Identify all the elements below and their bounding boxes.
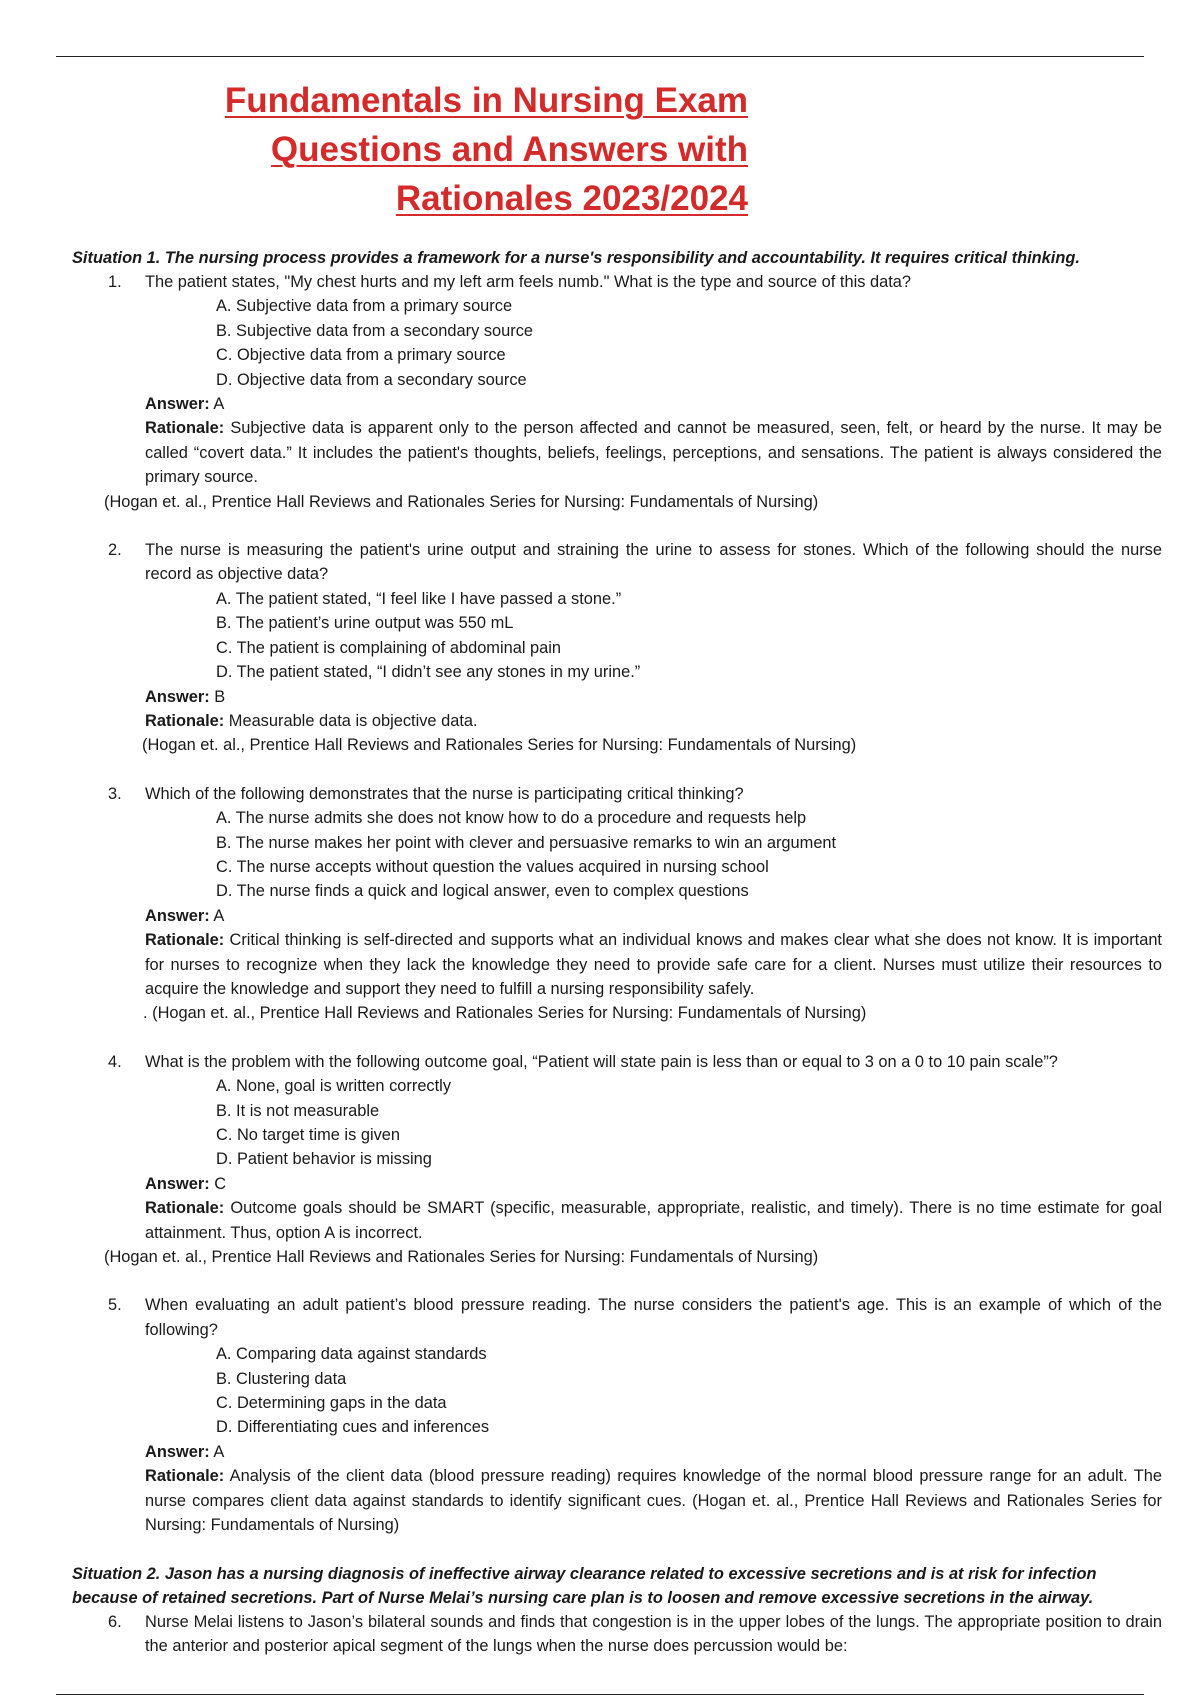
answer-value: A [213, 395, 225, 414]
answer-label: Answer: [145, 395, 210, 414]
reference-4: (Hogan et. al., Prentice Hall Reviews and Rationales Series for Nursing: Fundamentals of Nursing) [104, 1248, 819, 1267]
choice-list [145, 1342, 1162, 1440]
document-body [72, 246, 1162, 1658]
choice-d: D. Patient behavior is missing [216, 1150, 432, 1169]
rationale-label: Rationale: [145, 711, 225, 730]
answer-value: B [214, 687, 226, 706]
choice-d: D. The patient stated, “I didn’t see any stones in my urine.” [216, 663, 641, 682]
question-5 [72, 1293, 1162, 1537]
question-3 [72, 782, 1162, 1026]
question-stem: The patient states, "My chest hurts and my left arm feels numb." What is the type and source of this data? [145, 273, 911, 291]
choice-c: C. No target time is given [216, 1126, 401, 1144]
question-2 [72, 538, 1162, 733]
choice-a: A. The nurse admits she does not know how to do a procedure and requests help [216, 809, 807, 828]
choice-list [145, 587, 1162, 685]
reference-1: (Hogan et. al., Prentice Hall Reviews and Rationales Series for Nursing: Fundamentals of Nursing) [104, 492, 819, 511]
situation-2-heading: Situation 2. Jason has a nursing diagnosis of ineffective airway clearance related to excessive secretions and is at risk for infection because of retained secretions. Part of Nurse Melai’s nursing care plan is to loosen and remove excessive secretions in the airway. [72, 1564, 1097, 1607]
choice-d: D. Differentiating cues and inferences [216, 1418, 490, 1437]
question-stem: Nurse Melai listens to Jason’s bilateral sounds and finds that congestion is in the upper lobes of the lungs. The appropriate position to drain the anterior and posterior apical segment of the lungs when the nurse does percussion would be: [145, 1612, 1162, 1655]
choice-list [145, 294, 1162, 392]
situation-1-heading: Situation 1. The nursing process provides a framework for a nurse's responsibility and accountability. It requires critical thinking. [72, 249, 1080, 267]
spacer [72, 1538, 1162, 1562]
question-number: 5. [108, 1296, 122, 1315]
choice-b: B. It is not measurable [216, 1101, 380, 1120]
choice-c: C. The patient is complaining of abdominal pain [216, 638, 562, 657]
answer-value: A [213, 1442, 225, 1461]
rationale-label: Rationale: [145, 931, 225, 950]
question-number: 6. [108, 1612, 122, 1631]
rationale-text: Measurable data is objective data. [228, 711, 478, 730]
choice-d: D. The nurse finds a quick and logical answer, even to complex questions [216, 882, 749, 901]
choice-b: B. The patient’s urine output was 550 mL [216, 614, 514, 633]
rationale-text: Outcome goals should be SMART (specific, measurable, appropriate, realistic, and timely). There is no time estimate for goal attainment. Thus, option A is incorrect. [145, 1199, 1162, 1242]
answer-label: Answer: [145, 906, 210, 925]
answer-label: Answer: [145, 1442, 210, 1461]
rationale [145, 928, 1162, 1001]
reference-3: . (Hogan et. al., Prentice Hall Reviews and Rationales Series for Nursing: Fundamentals of Nursing) [143, 1004, 867, 1023]
answer-label: Answer: [145, 687, 210, 706]
bottom-rule [56, 1694, 1144, 1695]
choice-a: A. Subjective data from a primary source [216, 297, 513, 316]
rationale [145, 416, 1162, 489]
choice-b: B. Subjective data from a secondary source [216, 321, 534, 340]
choice-c: C. Determining gaps in the data [216, 1394, 447, 1413]
choice-list [145, 806, 1162, 904]
question-stem: Which of the following demonstrates that the nurse is participating critical thinking? [145, 784, 744, 803]
answer-value: A [213, 906, 225, 925]
choice-a: A. None, goal is written correctly [216, 1077, 452, 1096]
answer-line [145, 392, 1162, 416]
reference-2: (Hogan et. al., Prentice Hall Reviews and Rationales Series for Nursing: Fundamentals of Nursing) [142, 736, 857, 755]
question-number: 4. [108, 1052, 122, 1071]
question-stem: What is the problem with the following outcome goal, “Patient will state pain is less than or equal to 3 on a 0 to 10 pain scale”? [145, 1052, 1058, 1071]
question-4 [72, 1050, 1162, 1245]
answer-value: C [214, 1174, 227, 1193]
choice-d: D. Objective data from a secondary source [216, 370, 527, 389]
choice-list [145, 1074, 1162, 1172]
question-number: 3. [108, 784, 122, 803]
rationale [145, 1196, 1162, 1245]
rationale-label: Rationale: [145, 419, 225, 438]
title-line-3: Rationales 2023/2024 [395, 179, 748, 218]
choice-c: C. Objective data from a primary source [216, 346, 506, 365]
top-rule [56, 56, 1144, 57]
choice-b: B. The nurse makes her point with clever and persuasive remarks to win an argument [216, 833, 837, 852]
choice-c: C. The nurse accepts without question the values acquired in nursing school [216, 857, 769, 876]
title-line-1: Fundamentals in Nursing Exam [224, 81, 748, 120]
rationale [145, 709, 1162, 733]
answer-line [145, 904, 1162, 928]
question-1 [72, 270, 1162, 490]
rationale [145, 1464, 1162, 1537]
answer-line [145, 1440, 1162, 1464]
answer-line [145, 1172, 1162, 1196]
rationale-text: Analysis of the client data (blood pressure reading) requires knowledge of the normal blood pressure range for an adult. The nurse compares client data against standards to identify significant cues. (Hogan et. al., Prentice Hall Reviews and Rationales Series for Nursing: Fundamentals of Nursing) [145, 1467, 1162, 1535]
choice-a: A. The patient stated, “I feel like I have passed a stone.” [216, 589, 622, 608]
rationale-label: Rationale: [145, 1199, 225, 1218]
question-6 [72, 1610, 1162, 1659]
question-number: 1. [108, 273, 122, 291]
rationale-text: Critical thinking is self-directed and supports what an individual knows and makes clear what she does not know. It is important for nurses to recognize when they lack the knowledge they need to provide safe care for a client. Nurses must utilize their resources to acquire the knowledge and support they need to fulfill a nursing responsibility safely. [145, 931, 1162, 998]
question-stem: When evaluating an adult patient’s blood pressure reading. The nurse considers the patient's age. This is an example of which of the following? [145, 1296, 1162, 1339]
choice-b: B. Clustering data [216, 1369, 347, 1388]
rationale-text: Subjective data is apparent only to the person affected and cannot be measured, seen, felt, or heard by the nurse. It may be called “covert data.” It includes the patient's thoughts, beliefs, feelings, perceptions, and sensations. The patient is always considered the primary source. [145, 419, 1163, 487]
answer-label: Answer: [145, 1174, 210, 1193]
document-title [225, 76, 748, 223]
answer-line [145, 685, 1162, 709]
question-stem: The nurse is measuring the patient's urine output and straining the urine to assess for stones. Which of the following should the nurse record as objective data? [145, 541, 1162, 584]
question-number: 2. [108, 541, 122, 560]
rationale-label: Rationale: [145, 1467, 225, 1486]
choice-a: A. Comparing data against standards [216, 1345, 487, 1364]
title-line-2: Questions and Answers with [270, 130, 748, 169]
